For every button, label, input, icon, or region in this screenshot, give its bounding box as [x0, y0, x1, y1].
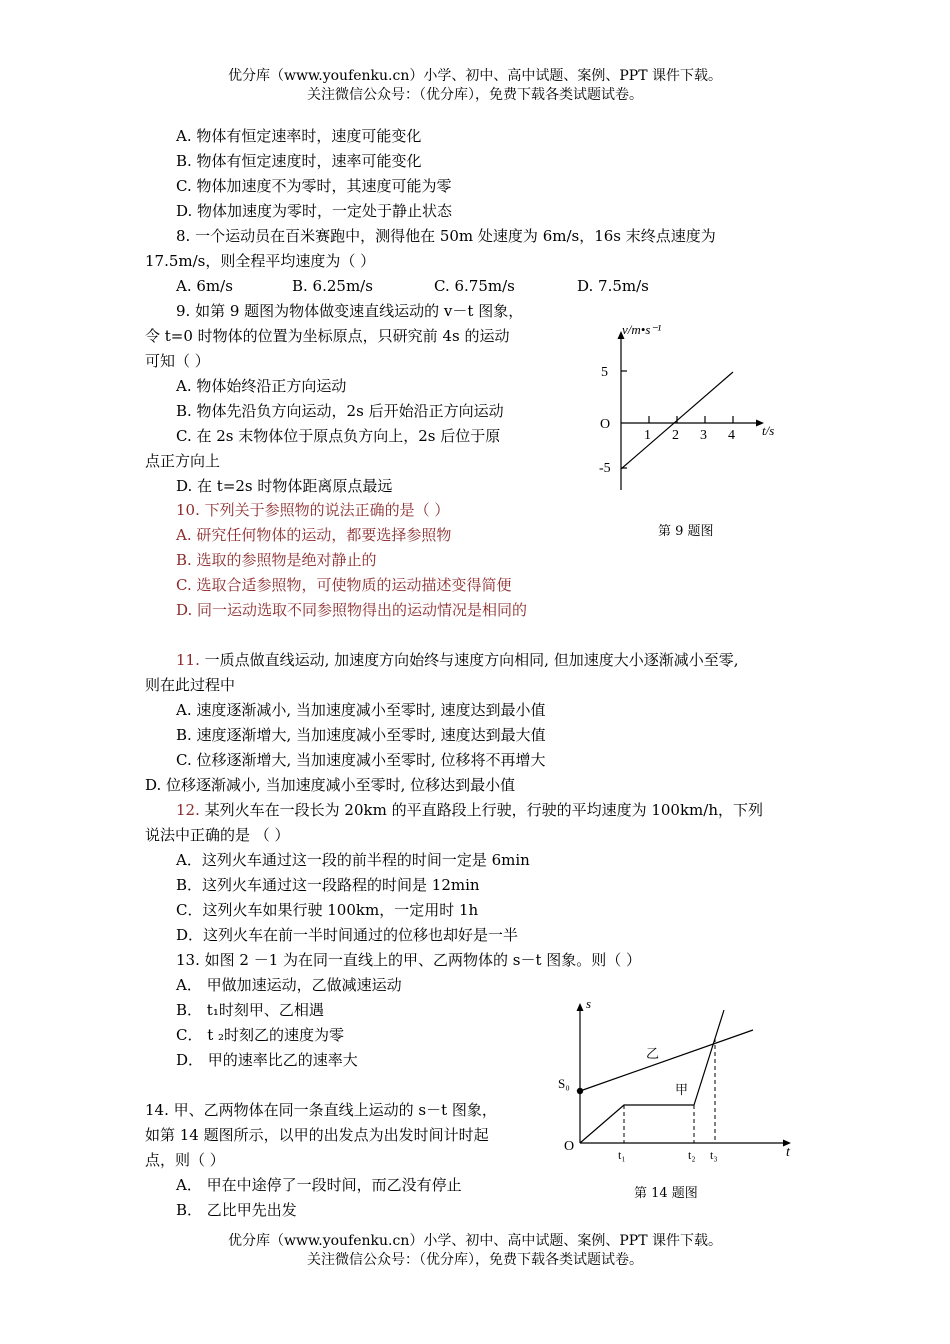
q9-option-d: D. 在 t=2s 时物体距离原点最远 [176, 477, 393, 495]
fig14-origin-label: O [564, 1139, 575, 1154]
fig9-velocity-line [621, 372, 733, 469]
q14-stem-line-1: 14. 甲、乙两物体在同一条直线上运动的 s－t 图象， [145, 1101, 497, 1119]
q11-number: 11. [176, 651, 200, 669]
q12-stem-line-2: 说法中正确的是 （ ） [145, 826, 290, 844]
fig9-x-tick-label-4: 4 [728, 428, 735, 443]
q13-option-d: D． 甲的速率比乙的速率大 [176, 1051, 358, 1069]
fig9-caption: 第 9 题图 [658, 524, 714, 539]
q9-option-a: A. 物体始终沿正方向运动 [176, 377, 347, 395]
footer-line-1: 优分库（www.youfenku.cn）小学、初中、高中试题、案例、PPT 课件下载。 [227, 1233, 722, 1249]
q11-stem-text: 一质点做直线运动, 加速度方向始终与速度方向相同, 但加速度大小逐渐减小至零, [199, 651, 739, 669]
fig14-label-yi: 乙 [646, 1046, 660, 1061]
fig14-line-yi [580, 1030, 753, 1091]
q9-stem-line-2: 令 t=0 时物体的位置为坐标原点，只研究前 4s 的运动 [145, 327, 510, 345]
q8-option-b: B. 6.25m/s [292, 277, 373, 295]
q7-option-b: B. 物体有恒定速度时，速率可能变化 [176, 152, 422, 170]
q10-option-b: B. 选取的参照物是绝对静止的 [176, 551, 377, 569]
fig14-s0-label: S₀ [558, 1076, 570, 1091]
q8-option-c: C. 6.75m/s [434, 277, 515, 295]
fig9-origin-label: O [600, 417, 611, 432]
q8-option-a: A. 6m/s [176, 277, 233, 295]
q9-option-c-line-2: 点正方向上 [145, 452, 221, 470]
header-line-1: 优分库（www.youfenku.cn）小学、初中、高中试题、案例、PPT 课件下载。 [227, 68, 722, 84]
q8-stem-line-2: 17.5m/s，则全程平均速度为（ ） [145, 252, 376, 270]
fig9-x-label: t/s [762, 423, 775, 438]
fig9-y-tick-label-5: 5 [601, 365, 608, 380]
q11-option-a: A. 速度逐渐减小, 当加速度减小至零时, 速度达到最小值 [176, 701, 546, 719]
fig9-x-tick-label-2: 2 [672, 428, 679, 443]
q10-option-a: A. 研究任何物体的运动，都要选择参照物 [176, 526, 452, 544]
q8-option-d: D. 7.5m/s [577, 277, 649, 295]
fig14-y-label: s [586, 996, 592, 1011]
q14-stem-line-3: 点，则（ ） [145, 1151, 225, 1169]
q8-stem-line-1: 8. 一个运动员在百米赛跑中，测得他在 50m 处速度为 6m/s，16s 末终点速度为 [176, 227, 716, 245]
fig14-y-arrow [577, 1003, 584, 1011]
q12-option-d: D．这列火车在前一半时间通过的位移也却好是一半 [176, 926, 519, 944]
q11-option-d: D. 位移逐渐减小, 当加速度减小至零时, 位移达到最小值 [145, 776, 516, 794]
q12-number: 12. [176, 801, 200, 819]
q12-option-a: A．这列火车通过这一段的前半程的时间一定是 6min [176, 851, 530, 869]
fig14-line-jia [580, 1010, 724, 1143]
q13-option-a: A． 甲做加速运动，乙做减速运动 [176, 976, 402, 994]
q10-option-c: C. 选取合适参照物，可使物质的运动描述变得简便 [176, 576, 512, 594]
q12-option-b: B．这列火车通过这一段路程的时间是 12min [176, 876, 480, 894]
q7-option-c: C. 物体加速度不为零时，其速度可能为零 [176, 177, 452, 195]
q7-option-d: D. 物体加速度为零时，一定处于静止状态 [176, 202, 453, 220]
fig14-x-tick-t3: t₃ [710, 1148, 718, 1162]
q11-stem-line-1 [176, 650, 738, 670]
fig9-x-tick-label-3: 3 [700, 428, 707, 443]
fig14-label-jia: 甲 [675, 1082, 689, 1097]
q9-option-b: B. 物体先沿负方向运动，2s 后开始沿正方向运动 [176, 402, 504, 420]
q13-stem: 13. 如图 2 －1 为在同一直线上的甲、乙两物体的 s－t 图象。则（ ） [176, 951, 642, 969]
fig9-x-tick-label-1: 1 [644, 428, 651, 443]
fig14-x-tick-t1: t₁ [618, 1148, 626, 1162]
q14-option-b: B． 乙比甲先出发 [176, 1201, 297, 1219]
figure-14-st-graph [550, 990, 810, 1165]
q9-stem-line-3: 可知（ ） [145, 352, 210, 370]
header-line-2: 关注微信公众号：（优分库），免费下载各类试题试卷。 [307, 87, 643, 103]
fig14-caption: 第 14 题图 [634, 1186, 698, 1201]
q14-option-a: A． 甲在中途停了一段时间，而乙没有停止 [176, 1176, 462, 1194]
q13-option-c: C． t ₂时刻乙的速度为零 [176, 1026, 345, 1044]
q12-stem-line-1 [176, 800, 763, 820]
q10-option-d: D. 同一运动选取不同参照物得出的运动情况是相同的 [176, 601, 528, 619]
q11-stem-line-2: 则在此过程中 [145, 676, 236, 694]
q11-option-b: B. 速度逐渐增大, 当加速度减小至零时, 速度达到最大值 [176, 726, 546, 744]
fig9-y-label: v/m•s⁻¹ [622, 322, 662, 337]
fig14-s0-point [577, 1088, 583, 1094]
q12-stem-text: 某列火车在一段长为 20km 的平直路段上行驶，行驶的平均速度为 100km/h，下列 [199, 801, 763, 819]
q12-option-c: C．这列火车如果行驶 100km，一定用时 1h [176, 901, 479, 919]
q9-option-c-line-1: C. 在 2s 末物体位于原点负方向上，2s 后位于原 [176, 427, 501, 445]
q7-option-a: A. 物体有恒定速率时，速度可能变化 [176, 127, 422, 145]
q13-option-b: B． t₁时刻甲、乙相遇 [176, 1001, 324, 1019]
figure-9-vt-graph [590, 315, 790, 495]
q11-option-c: C. 位移逐渐增大, 当加速度减小至零时, 位移将不再增大 [176, 751, 546, 769]
fig14-x-tick-t2: t₂ [688, 1148, 696, 1162]
footer-line-2: 关注微信公众号：（优分库），免费下载各类试题试卷。 [307, 1252, 643, 1268]
fig14-x-label: t [786, 1145, 790, 1160]
q14-stem-line-2: 如第 14 题图所示，以甲的出发点为出发时间计时起 [145, 1126, 489, 1144]
q9-stem-line-1: 9. 如第 9 题图为物体做变速直线运动的 v－t 图象， [176, 302, 524, 320]
fig9-y-tick-label-neg5: -5 [599, 461, 611, 476]
q10-stem: 10. 下列关于参照物的说法正确的是（ ） [176, 501, 450, 519]
